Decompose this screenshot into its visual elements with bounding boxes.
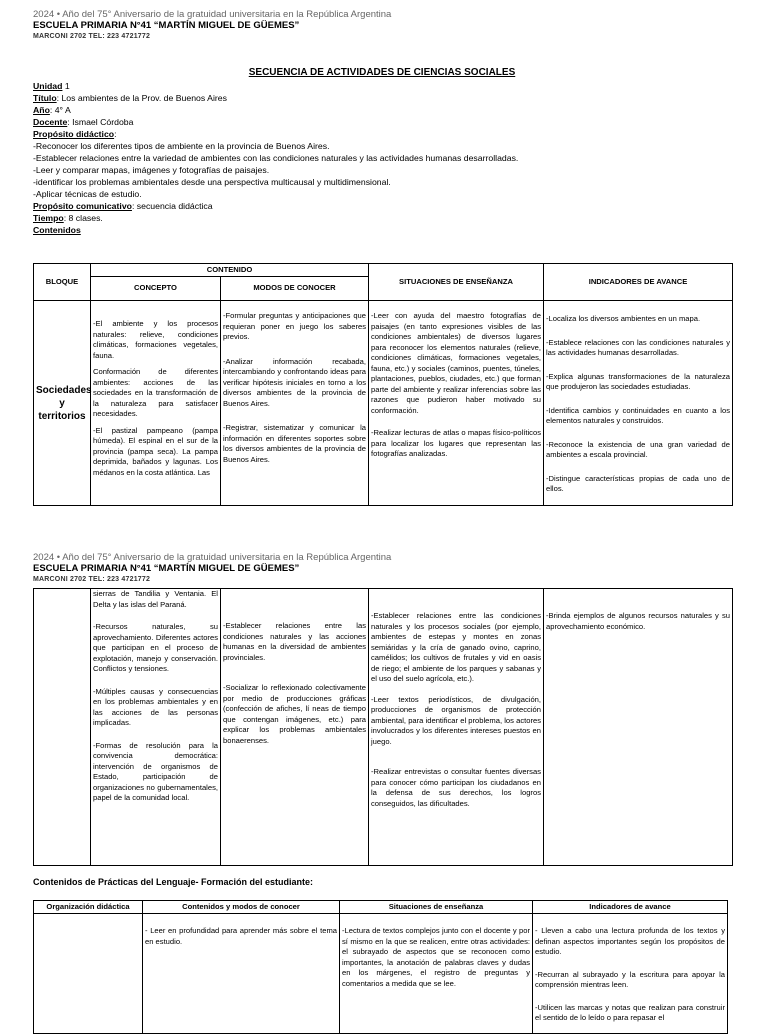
titulo-line [33, 92, 733, 104]
header-situaciones: Situaciones de enseñanza [340, 901, 533, 914]
modos-cell [221, 301, 369, 506]
info-block [33, 80, 733, 236]
concepto-item: -Recursos naturales, su aprovechamiento. Diferentes actores que participan en el proceso de explotación, manejo y conservación. Conflictos y tensiones. [93, 622, 218, 673]
unidad-value: 1 [62, 81, 70, 91]
indicadores-item: - Lleven a cabo una lectura profunda de los textos y definan aspectos importantes según los propósitos de estudio. [535, 926, 725, 956]
document-title: SECUENCIA DE ACTIVIDADES DE CIENCIAS SOCIALES [248, 67, 516, 78]
comunicativo-value: : secuencia didáctica [131, 201, 213, 211]
situaciones-item: -Leer con ayuda del maestro fotografías de paisajes (en tanto expresiones visibles de las condiciones ambientales) de diversos lugares para reconocer los elementos naturales (relieve, condiciones climáticas, formaciones vegetales, fauna, etc.) y sociales (caminos, puentes, túneles, plantaciones, pueblos, ciudades, etc.) que forman parte del ambiente y realizar inferencias sobre las razones que pudieron haber motivado su conformación. [371, 311, 541, 415]
school-name: ESCUELA PRIMARIA N°41 “MARTÍN MIGUEL DE GÜEMES” [33, 563, 300, 574]
practicas-table [33, 900, 728, 1034]
situaciones-item: -Realizar entrevistas o consultar fuentes diversas para conocer cómo participan los ciudadanos en la defensa de sus derechos, los logros conseguidos, las dificultades. [371, 767, 541, 808]
anniversary-line: 2024 • Año del 75° Aniversario de la gratuidad universitaria en la República Argentina [33, 552, 392, 563]
concepto-item: -El ambiente y los procesos naturales: relieve, condiciones climáticas, formaciones vegetales, fauna. [93, 319, 218, 360]
bloque-cell-empty [34, 589, 91, 866]
docente-value: : Ismael Córdoba [67, 117, 134, 127]
concepto-item: -Formas de resolución para la convivencia democrática: intervención de organismos de Estado, participación de organizaciones no gubernamentales, papel de la comunidad local. [93, 740, 218, 802]
situaciones-cell [369, 301, 544, 506]
proposito-line [33, 128, 733, 140]
contents-table-page1 [33, 263, 733, 506]
indicadores-item: -Localiza los diversos ambientes en un mapa. [546, 314, 701, 323]
unidad-line [33, 80, 733, 92]
tiempo-label: Tiempo [33, 213, 64, 223]
school-address: MARCONI 2702 TEL: 223 4721772 [33, 576, 151, 583]
proposito-item: -Establecer relaciones entre la variedad de ambientes con las condiciones naturales y las actividades humanas desarrolladas. [33, 153, 519, 163]
indicadores-item: -Establece relaciones con las condiciones naturales y las actividades humanas desarrolladas. [546, 337, 730, 357]
contents-table-page2 [33, 588, 733, 866]
header-organizacion: Organización didáctica [34, 901, 143, 914]
concepto-item: sierras de Tandilia y Ventania. El Delta y las islas del Paraná. [93, 589, 218, 609]
anio-line [33, 104, 733, 116]
indicadores-item: -Reconoce la existencia de una gran variedad de ambientes a escala provincial. [546, 439, 730, 459]
concepto-item: -El pastizal pampeano (pampa húmeda). El espinal en el sur de la provincia (pampa seca). La pampa deprimida, bañados y lagunas. Los médanos en la costa atlántica. Las [93, 425, 218, 477]
concepto-item: -Múltiples causas y consecuencias en los problemas ambientales y en las acciones de las personas implicadas. [93, 686, 218, 727]
proposito-item: -Aplicar técnicas de estudio. [33, 189, 142, 199]
organizacion-cell [34, 914, 143, 1034]
indicadores-cell [533, 914, 728, 1034]
header-contenido: CONTENIDO [91, 264, 369, 277]
concepto-cell [91, 301, 221, 506]
unidad-label: Unidad [33, 81, 63, 91]
header-concepto: CONCEPTO [91, 277, 221, 301]
header-contenidos: Contenidos y modos de conocer [143, 901, 340, 914]
bloque-cell: Sociedades y territorios [34, 301, 91, 506]
situaciones-item: -Realizar lecturas de atlas o mapas físico-políticos para localizar los lugares que representan las fotografías analizadas. [371, 428, 541, 458]
indicadores-item: -Recurran al subrayado y la escritura para apoyar la comprensión mientras leen. [535, 969, 725, 989]
indicadores-item: -Utilicen las marcas y notas que realizan para construir el sentido de lo leído o para repasar el [535, 1002, 725, 1022]
school-name: ESCUELA PRIMARIA N°41 “MARTÍN MIGUEL DE GÜEMES” [33, 20, 300, 31]
docente-line [33, 116, 733, 128]
anio-value: : 4° A [49, 105, 71, 115]
contenidos-line [33, 224, 733, 236]
indicadores-item: -Explica algunas transformaciones de la naturaleza que produjeron las sociedades estudiadas. [546, 371, 730, 391]
situaciones-item: -Lectura de textos complejos junto con el docente y por sí mismo en la que se realicen, entre otras actividades: el subrayado de aspectos que se reconocen como importantes, la anotación de palabras claves y dudas en los márgenes, el registro de preguntas y comentarios a medida que se lee. [342, 926, 530, 988]
situaciones-item: -Establecer relaciones entre las condiciones naturales y los procesos sociales (por ejemplo, ambientes de estepas y montes en zonas semiáridas y la cría de ganado ovino, caprino, camélidos; los cultivos de frutales y vid en oasis de riego; el ambiente de los parques y sabanas y el uso del suelo agrícola, etc.). [371, 611, 541, 683]
modos-item: -Formular preguntas y anticipaciones que requieran poner en juego los saberes previos. [223, 311, 366, 341]
indicadores-item: -Brinda ejemplos de algunos recursos naturales y su aprovechamiento económico. [546, 611, 730, 631]
page-header [33, 9, 391, 42]
proposito-item: -identificar los problemas ambientales desde una perspectiva multicausal y multidimensional. [33, 177, 391, 187]
concepto-item: Conformación de diferentes ambientes: acciones de las sociedades en la transformación de la naturaleza para satisfacer necesidades. [93, 367, 218, 418]
contenidos-cell [143, 914, 340, 1034]
header-modos: MODOS DE CONOCER [221, 277, 369, 301]
indicadores-cell [544, 301, 733, 506]
tiempo-value: : 8 clases. [63, 213, 103, 223]
page-header-2 [33, 552, 391, 585]
concepto-cell [91, 589, 221, 866]
indicadores-cell [544, 589, 733, 866]
anio-label: Año [33, 105, 50, 115]
indicadores-item: -Identifica cambios y continuidades en cuanto a los elementos naturales y construidos. [546, 405, 730, 425]
docente-label: Docente [33, 117, 68, 127]
header-indicadores: Indicadores de avance [533, 901, 728, 914]
titulo-value: : Los ambientes de la Prov. de Buenos Aires [56, 93, 227, 103]
proposito-item: -Leer y comparar mapas, imágenes y fotografías de paisajes. [33, 165, 270, 175]
indicadores-item: -Distingue características propias de cada uno de ellos. [546, 473, 730, 493]
school-address: MARCONI 2702 TEL: 223 4721772 [33, 33, 151, 40]
header-indicadores: INDICADORES DE AVANCE [544, 264, 733, 301]
situaciones-cell [369, 589, 544, 866]
anniversary-line: 2024 • Año del 75° Aniversario de la gratuidad universitaria en la República Argentina [33, 9, 392, 20]
modos-item: -Establecer relaciones entre las condiciones naturales y las acciones humanas en la diversidad de ambientes provinciales. [223, 621, 366, 662]
proposito-colon: : [114, 129, 117, 139]
proposito-label: Propósito didáctico [33, 129, 115, 139]
situaciones-item: -Leer textos periodísticos, de divulgación, producciones de organismos de protección ambiental, para identificar el problema, los actores involucrados y los diferentes intereses puestos en juego. [371, 694, 541, 746]
situaciones-cell [340, 914, 533, 1034]
comunicativo-label: Propósito comunicativo [33, 201, 132, 211]
header-bloque: BLOQUE [34, 264, 91, 301]
modos-item: -Socializar lo reflexionado colectivamente por medio de producciones gráficas (confección de afiches, lí neas de tiempo que contengan imágenes, etc.) para explicar los problemas ambientales bonaerenses. [223, 683, 366, 745]
contenidos-label: Contenidos [33, 225, 81, 235]
proposito-item: -Reconocer los diferentes tipos de ambiente en la provincia de Buenos Aires. [33, 141, 330, 151]
comunicativo-line [33, 200, 733, 212]
section-title-practicas: Contenidos de Prácticas del Lenguaje- Formación del estudiante: [33, 877, 314, 887]
contenidos-item: - Leer en profundidad para aprender más sobre el tema en estudio. [145, 926, 337, 946]
modos-item: -Analizar información recabada, intercambiando y confrontando ideas para verificar hipótesis iniciales en torno a los diversos ambientes de la provincia de Buenos Aires. [223, 356, 366, 408]
titulo-label: Título [33, 93, 57, 103]
header-situaciones: SITUACIONES DE ENSEÑANZA [369, 264, 544, 301]
tiempo-line [33, 212, 733, 224]
modos-cell [221, 589, 369, 866]
modos-item: -Registrar, sistematizar y comunicar la información en diferentes soportes sobre los diversos ambientes de la provincia de Buenos Aires. [223, 423, 366, 464]
